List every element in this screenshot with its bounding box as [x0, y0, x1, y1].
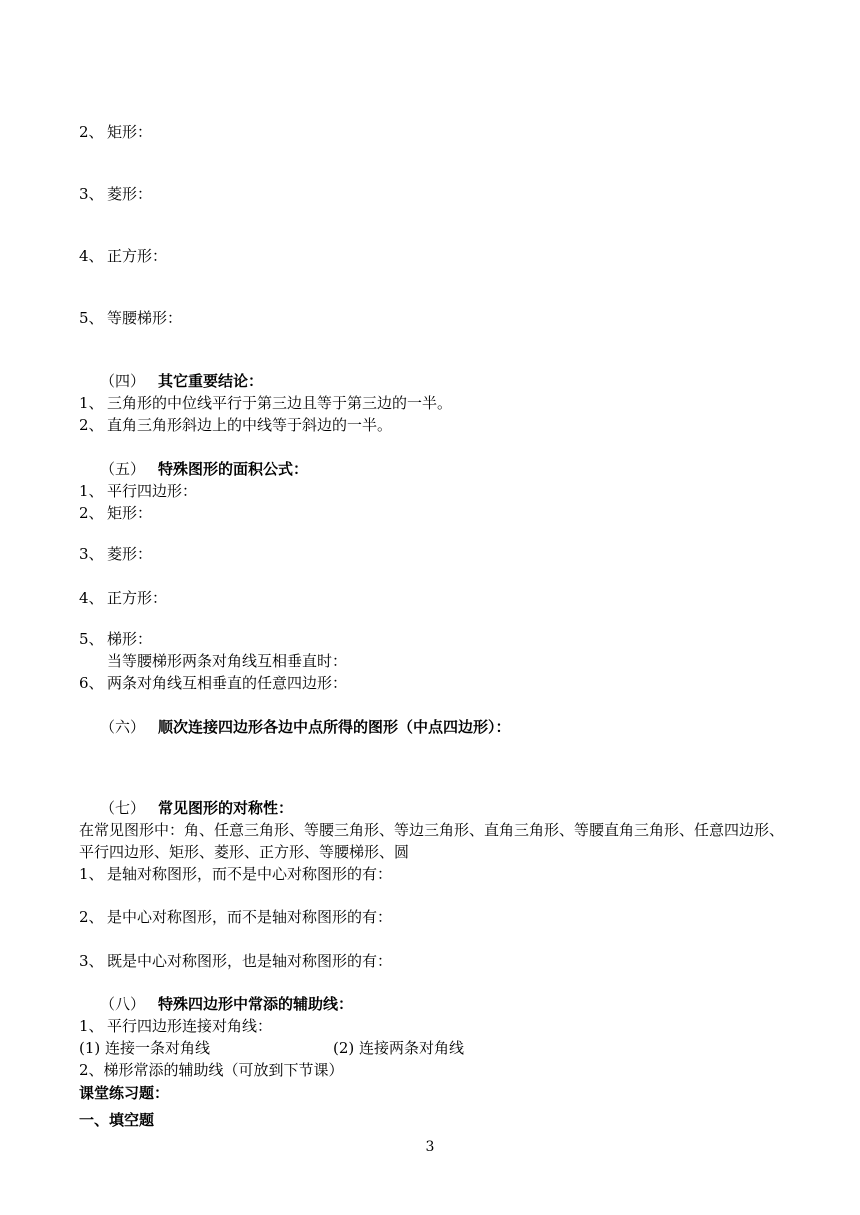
list-item: 2、 矩形： — [79, 504, 153, 522]
list-subitem: (2) 连接两条对角线 — [333, 1039, 465, 1057]
page-number: 3 — [425, 1139, 435, 1155]
list-item: 2、梯形常添的辅助线（可放到下节课） — [79, 1061, 344, 1079]
list-item: 1、 平行四边形： — [79, 482, 198, 500]
list-item: 1、 平行四边形连接对角线： — [79, 1017, 273, 1035]
list-item: 2、 直角三角形斜边上的中线等于斜边的一半。 — [79, 416, 393, 434]
section-heading-8: （八） 特殊四边形中常添的辅助线： — [100, 995, 354, 1013]
list-item: 3、 既是中心对称图形，也是轴对称图形的有： — [79, 952, 393, 970]
list-item: 4、 正方形： — [79, 589, 168, 607]
section-heading-4: （四） 其它重要结论： — [100, 372, 264, 390]
list-item: 3、 菱形： — [79, 545, 153, 563]
section-heading-5: （五） 特殊图形的面积公式： — [100, 460, 309, 478]
list-item: 1、 三角形的中位线平行于第三边且等于第三边的一半。 — [79, 394, 453, 412]
section-heading-6: （六） 顺次连接四边形各边中点所得的图形（中点四边形）： — [100, 718, 511, 736]
paragraph: 在常见图形中：角、任意三角形、等腰三角形、等边三角形、直角三角形、等腰直角三角形、任意四边形、平行四边形、矩形、菱形、正方形、等腰梯形、圆 — [79, 821, 785, 861]
list-subitem: (1) 连接一条对角线 — [79, 1039, 211, 1057]
list-item: 4、 正方形： — [79, 247, 168, 265]
list-item: 2、 是中心对称图形，而不是轴对称图形的有： — [79, 908, 393, 926]
list-item: 6、 两条对角线互相垂直的任意四边形： — [79, 674, 348, 692]
list-item: 3、 菱形： — [79, 185, 153, 203]
list-item: 1、 是轴对称图形，而不是中心对称图形的有： — [79, 865, 393, 883]
list-item: 2、 矩形： — [79, 123, 153, 141]
fill-in-heading: 一、填空题 — [79, 1111, 155, 1129]
practice-heading: 课堂练习题： — [79, 1084, 170, 1102]
list-item: 5、 梯形： — [79, 630, 153, 648]
list-subitem: 当等腰梯形两条对角线互相垂直时： — [107, 652, 348, 670]
list-item: 5、 等腰梯形： — [79, 309, 183, 327]
section-heading-7: （七） 常见图形的对称性： — [100, 799, 294, 817]
